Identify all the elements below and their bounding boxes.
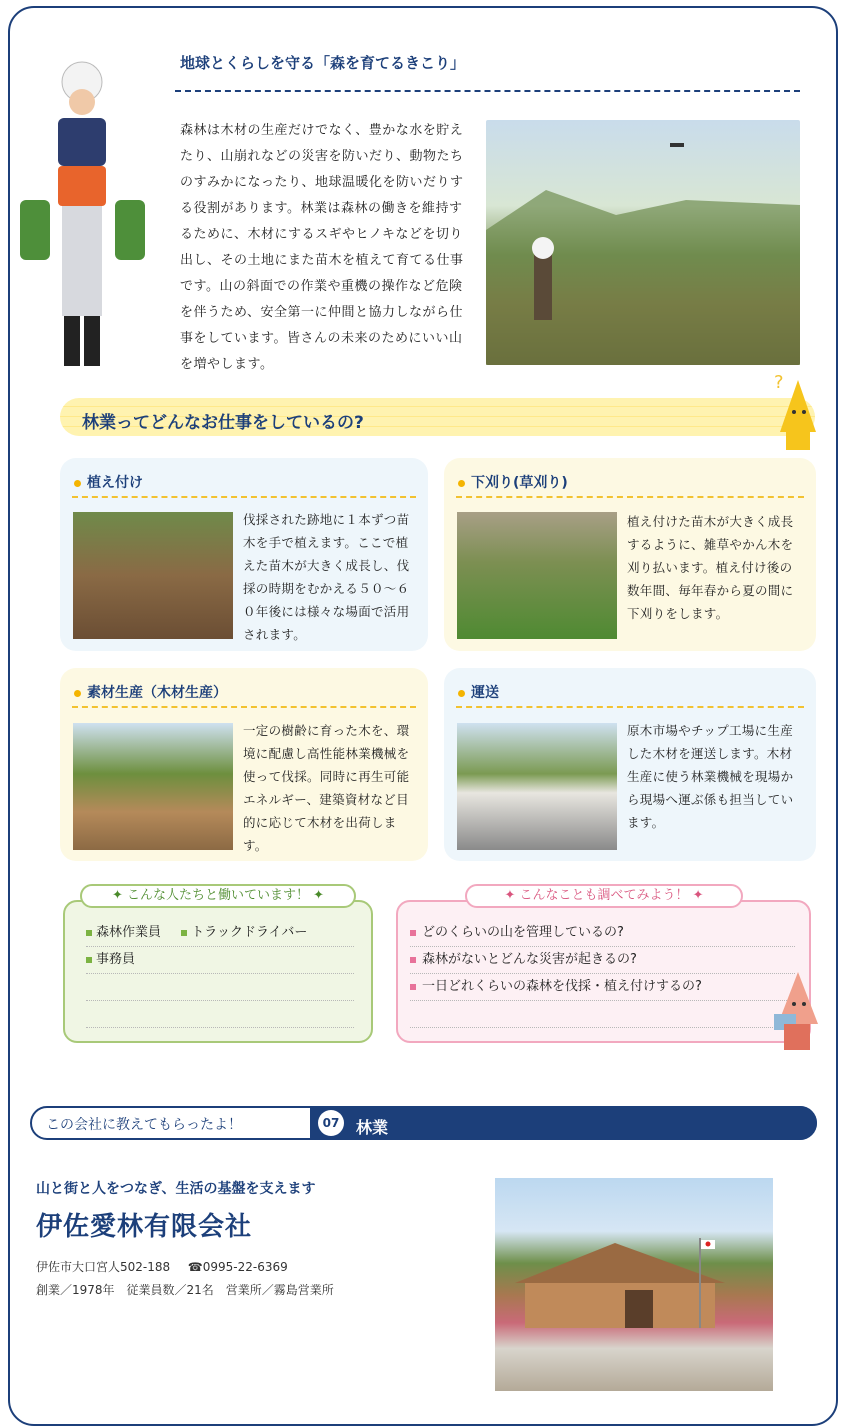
research-heading: ✦ こんなことも調べてみよう！ ✦ [465, 884, 743, 908]
bullet-square-icon [86, 930, 92, 936]
company-contact [36, 1258, 288, 1275]
card-production-title: 素材生産（木材生産） [74, 682, 227, 702]
list-item: どのくらいの山を管理しているの? [410, 920, 795, 947]
bullet-square-icon [410, 957, 416, 963]
company-industry: 林業 [356, 1118, 389, 1137]
office-building-photo [495, 1178, 773, 1391]
card-mowing-text: 植え付けた苗木が大きく成長するように、雑草やかん木を刈り払います。植え付け後の数年間、毎年春から夏の間に下刈りをします。 [627, 514, 794, 621]
planting-photo [73, 512, 233, 639]
bullet-dot-icon [74, 690, 81, 697]
company-number-badge: 07 [318, 1110, 344, 1136]
card-production-text: 一定の樹齢に育った木を、環境に配慮し高性能林業機械を使って伐採。同時に再生可能エネルギー、建築資材など目的に応じて木材を出荷します。 [243, 723, 410, 853]
coworkers-list [86, 920, 354, 1028]
card-divider [72, 496, 416, 498]
bullet-square-icon [410, 930, 416, 936]
intro-text: 森林は木材の生産だけでなく、豊かな水を貯えたり、山崩れなどの災害を防いだり、動物たちのすみかになったり、地球温暖化を防いだりする役割があります。林業は森林の働きを維持するために、木材にするスギやヒノキなどを切り出し、その土地にまた苗木を植えて育てる仕事です。山の斜面での作業や重機の操作など危険を伴うため、安全第一に仲間と協力しながら仕事をしています。皆さんの未来のためにいい山を増やします。 [180, 123, 464, 372]
card-transport-title: 運送 [458, 682, 499, 702]
intro-divider [175, 90, 800, 92]
mascot-question-icon [774, 372, 816, 430]
list-item [410, 1001, 795, 1028]
company-tagline: 山と街と人をつなぎ、生活の基盤を支えます [36, 1181, 316, 1197]
card-divider [456, 496, 804, 498]
intro-title: 地球とくらしを守る「森を育てるきこり」 [180, 54, 466, 72]
coworkers-heading: ✦ こんな人たちと働いています！ ✦ [80, 884, 356, 908]
company-address: 伊佐市大口宮人502-188 [36, 1260, 171, 1274]
card-divider [72, 706, 416, 708]
bullet-square-icon [410, 984, 416, 990]
company-phone: ☎0995-22-6369 [187, 1260, 288, 1274]
card-transport-text: 原木市場やチップ工場に生産した木材を運送します。木材生産に使う林業機械を現場から現場へ運ぶ係も担当しています。 [627, 723, 794, 830]
bullet-square-icon [86, 957, 92, 963]
company-name: 伊佐愛林有限会社 [36, 1212, 253, 1242]
list-item: 一日どれくらいの森林を伐採・植え付けするの? [410, 974, 795, 1001]
list-item: 森林がないとどんな災害が起きるの? [410, 947, 795, 974]
company-bar-label: この会社に教えてもらったよ！ [46, 1117, 242, 1133]
bullet-square-icon [181, 930, 187, 936]
bullet-dot-icon [458, 480, 465, 487]
truck-photo [457, 723, 617, 850]
forestry-drone-photo [486, 120, 800, 365]
list-item: 事務員 [86, 947, 354, 974]
logging-photo [73, 723, 233, 850]
company-details: 創業／1978年 従業員数／21名 営業所／霧島営業所 [36, 1283, 334, 1297]
card-planting-title: 植え付け [74, 472, 143, 492]
card-divider [456, 706, 804, 708]
section-heading: 林業ってどんなお仕事をしているの? [82, 413, 364, 433]
svg-text:?: ? [774, 372, 784, 393]
list-item [86, 1001, 354, 1028]
worker-photo [20, 60, 145, 375]
mascot-reading-icon [772, 972, 820, 1061]
bullet-dot-icon [458, 690, 465, 697]
list-item: 森林作業員 トラックドライバー [86, 920, 354, 947]
mowing-photo [457, 512, 617, 639]
list-item [86, 974, 354, 1001]
research-list [410, 920, 795, 1028]
bullet-dot-icon [74, 480, 81, 487]
card-planting-text: 伐採された跡地に１本ずつ苗木を手で植えます。ここで植えた苗木が大きく成長し、伐採の時期をむかえる５０～６０年後には様々な場面で活用されます。 [243, 512, 410, 642]
card-mowing-title: 下刈り(草刈り) [458, 472, 568, 492]
